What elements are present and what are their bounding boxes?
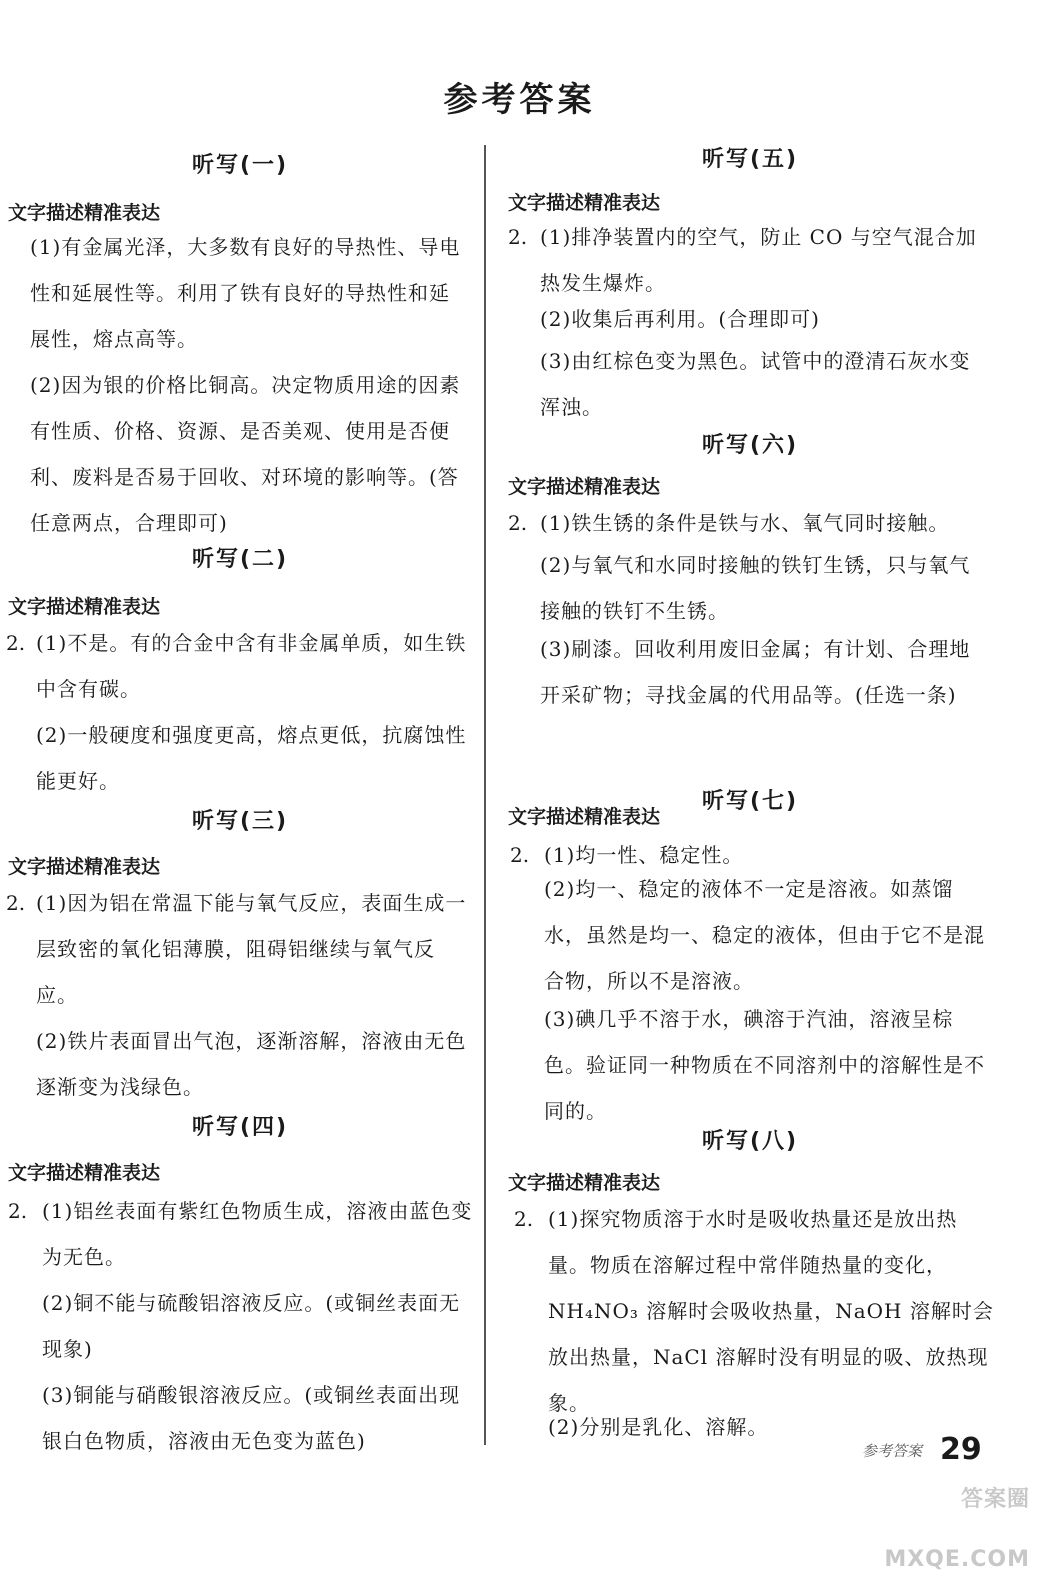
section-heading-5: 听写(五) <box>701 147 799 172</box>
column-divider <box>484 145 486 1445</box>
question-number-3: 2. <box>6 891 26 915</box>
answer-6-part-1: (1)铁生锈的条件是铁与水、氧气同时接触。 <box>540 511 950 535</box>
answer-7-part-3: (3)碘几乎不溶于水，碘溶于汽油，溶液呈棕色。验证同一种物质在不同溶剂中的溶解性是不同的。 <box>544 1007 985 1123</box>
answer-3-part-2: (2)铁片表面冒出气泡，逐渐溶解，溶液由无色逐渐变为浅绿色。 <box>36 1029 467 1099</box>
page-number: 29 <box>940 1432 982 1467</box>
answer-1-part-1: (1)有金属光泽，大多数有良好的导热性、导电性和延展性等。利用了铁有良好的导热性和延展性，熔点高等。 <box>30 235 461 351</box>
answer-5-part-2: (2)收集后再利用。(合理即可) <box>540 307 820 331</box>
question-number-5: 2. <box>508 225 528 249</box>
section-heading-4: 听写(四) <box>191 1115 289 1140</box>
answer-7-part-2: (2)均一、稳定的液体不一定是溶液。如蒸馏水，虽然是均一、稳定的液体，但由于它不是混合物，所以不是溶液。 <box>544 877 985 993</box>
answer-8-part-1: (1)探究物质溶于水时是吸收热量还是放出热量。物质在溶解过程中常伴随热量的变化，NH₄NO₃ 溶解时会吸收热量，NaOH 溶解时会放出热量，NaCl 溶解时没有明显的吸、放热现象。 <box>548 1207 994 1415</box>
section-subhead-5: 文字描述精准表达 <box>508 192 661 214</box>
answer-4-part-3: (3)铜能与硝酸银溶液反应。(或铜丝表面出现银白色物质，溶液由无色变为蓝色) <box>42 1383 461 1453</box>
question-number-4: 2. <box>8 1199 28 1223</box>
answer-8-part-2: (2)分别是乳化、溶解。 <box>548 1415 769 1439</box>
answer-4-part-2: (2)铜不能与硫酸铝溶液反应。(或铜丝表面无现象) <box>42 1291 461 1361</box>
section-subhead-1: 文字描述精准表达 <box>8 202 161 224</box>
section-subhead-4: 文字描述精准表达 <box>8 1162 161 1184</box>
answer-2-part-1: (1)不是。有的合金中含有非金属单质，如生铁中含有碳。 <box>36 631 467 701</box>
page-title: 参考答案 <box>443 80 596 120</box>
section-heading-2: 听写(二) <box>191 547 289 572</box>
question-number-6: 2. <box>508 511 528 535</box>
answer-2-part-2: (2)一般硬度和强度更高，熔点更低，抗腐蚀性能更好。 <box>36 723 467 793</box>
answer-7-part-1: (1)均一性、稳定性。 <box>544 843 744 867</box>
section-subhead-6: 文字描述精准表达 <box>508 476 661 498</box>
section-subhead-2: 文字描述精准表达 <box>8 596 161 618</box>
question-number-8: 2. <box>514 1207 534 1231</box>
section-subhead-7: 文字描述精准表达 <box>508 806 661 828</box>
answer-6-part-2: (2)与氧气和水同时接触的铁钉生锈，只与氧气接触的铁钉不生锈。 <box>540 553 971 623</box>
question-number-7: 2. <box>510 843 530 867</box>
answer-5-part-1: (1)排净装置内的空气，防止 CO 与空气混合加热发生爆炸。 <box>540 225 977 295</box>
section-subhead-3: 文字描述精准表达 <box>8 856 161 878</box>
answer-1-part-2: (2)因为银的价格比铜高。决定物质用途的因素有性质、价格、资源、是否美观、使用是否便利、废料是否易于回收、对环境的影响等。(答任意两点，合理即可) <box>30 373 461 535</box>
answer-6-part-3: (3)刷漆。回收利用废旧金属；有计划、合理地开采矿物；寻找金属的代用品等。(任选一条) <box>540 637 971 707</box>
question-number-2: 2. <box>6 631 26 655</box>
section-heading-7: 听写(七) <box>701 789 799 814</box>
section-heading-1: 听写(一) <box>191 153 289 178</box>
answer-5-part-3: (3)由红棕色变为黑色。试管中的澄清石灰水变浑浊。 <box>540 349 971 419</box>
watermark: 答案圈 MXQE.COM <box>884 1487 1030 1572</box>
answer-3-part-1: (1)因为铝在常温下能与氧气反应，表面生成一层致密的氧化铝薄膜，阻碍铝继续与氧气反应。 <box>36 891 467 1007</box>
answer-4-part-1: (1)铝丝表面有紫红色物质生成，溶液由蓝色变为无色。 <box>42 1199 473 1269</box>
footer-label: 参考答案 <box>862 1442 923 1460</box>
section-heading-3: 听写(三) <box>191 809 289 834</box>
section-heading-8: 听写(八) <box>701 1129 799 1154</box>
section-subhead-8: 文字描述精准表达 <box>508 1172 661 1194</box>
section-heading-6: 听写(六) <box>701 433 799 458</box>
